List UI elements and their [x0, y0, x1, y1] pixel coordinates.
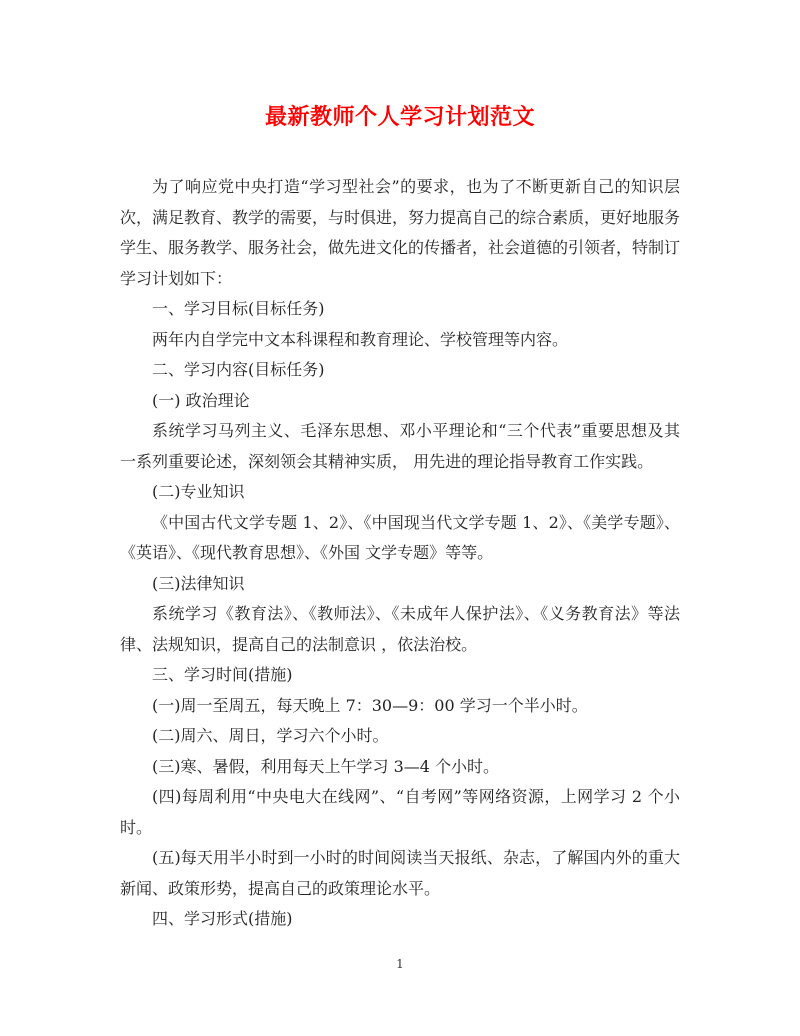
- subheading-law: (三)法律知识: [152, 573, 245, 593]
- paragraph-politics: 系统学习马列主义、毛泽东思想、邓小平理论和“三个代表”重要思想及其一系列重要论述，深刻领会其精神实质， 用先进的理论指导教育工作实践。: [120, 421, 680, 471]
- time-item-3: (三)寒、暑假，利用每天上午学习 3—4 个小时。: [152, 756, 500, 776]
- time-item-5: (五)每天用半小时到一小时的时间阅读当天报纸、杂志，了解国内外的重大新闻、政策形势，提高自己的政策理论水平。: [120, 848, 680, 898]
- time-item-2: (二)周六、周日，学习六个小时。: [152, 726, 389, 745]
- section-heading-content: 二、学习内容(目标任务): [152, 360, 325, 379]
- document-body: [120, 172, 680, 935]
- paragraph-law: 系统学习《教育法》、《教师法》、《未成年人保护法》、《义务教育法》等法律、法规知识，提高自己的法制意识 ，依法治校。: [120, 604, 680, 654]
- subheading-professional: (二)专业知识: [152, 482, 245, 501]
- section-heading-time: 三、学习时间(措施): [152, 665, 293, 684]
- paragraph-goals: 两年内自学完中文本科课程和教育理论、学校管理等内容。: [152, 329, 569, 349]
- page-number: 1: [396, 957, 404, 971]
- paragraph-intro: 为了响应党中央打造“学习型社会”的要求，也为了不断更新自己的知识层次，满足教育、教学的需要，与时俱进，努力提高自己的综合素质，更好地服务学生、服务教学、服务社会，做先进文化的传播者，社会道德的引领者，特制订学习计划如下：: [120, 177, 681, 288]
- paragraph-professional: 《中国古代文学专题 1、2》、《中国现当代文学专题 1、2》、《美学专题》、《英语》、《现代教育思想》、《外国 文学专题》等等。: [120, 512, 680, 562]
- time-item-4: (四)每周利用“中央电大在线网”、“自考网”等网络资源，上网学习 2 个小时。: [120, 787, 680, 837]
- subheading-politics: (一) 政治理论: [152, 390, 250, 410]
- document-title: 最新教师个人学习计划范文: [264, 104, 535, 130]
- section-heading-goals: 一、学习目标(目标任务): [152, 299, 325, 318]
- time-item-1: (一)周一至周五，每天晚上 7：30—9：00 学习一个半小时。: [152, 695, 588, 715]
- section-heading-form: 四、学习形式(措施): [152, 909, 293, 928]
